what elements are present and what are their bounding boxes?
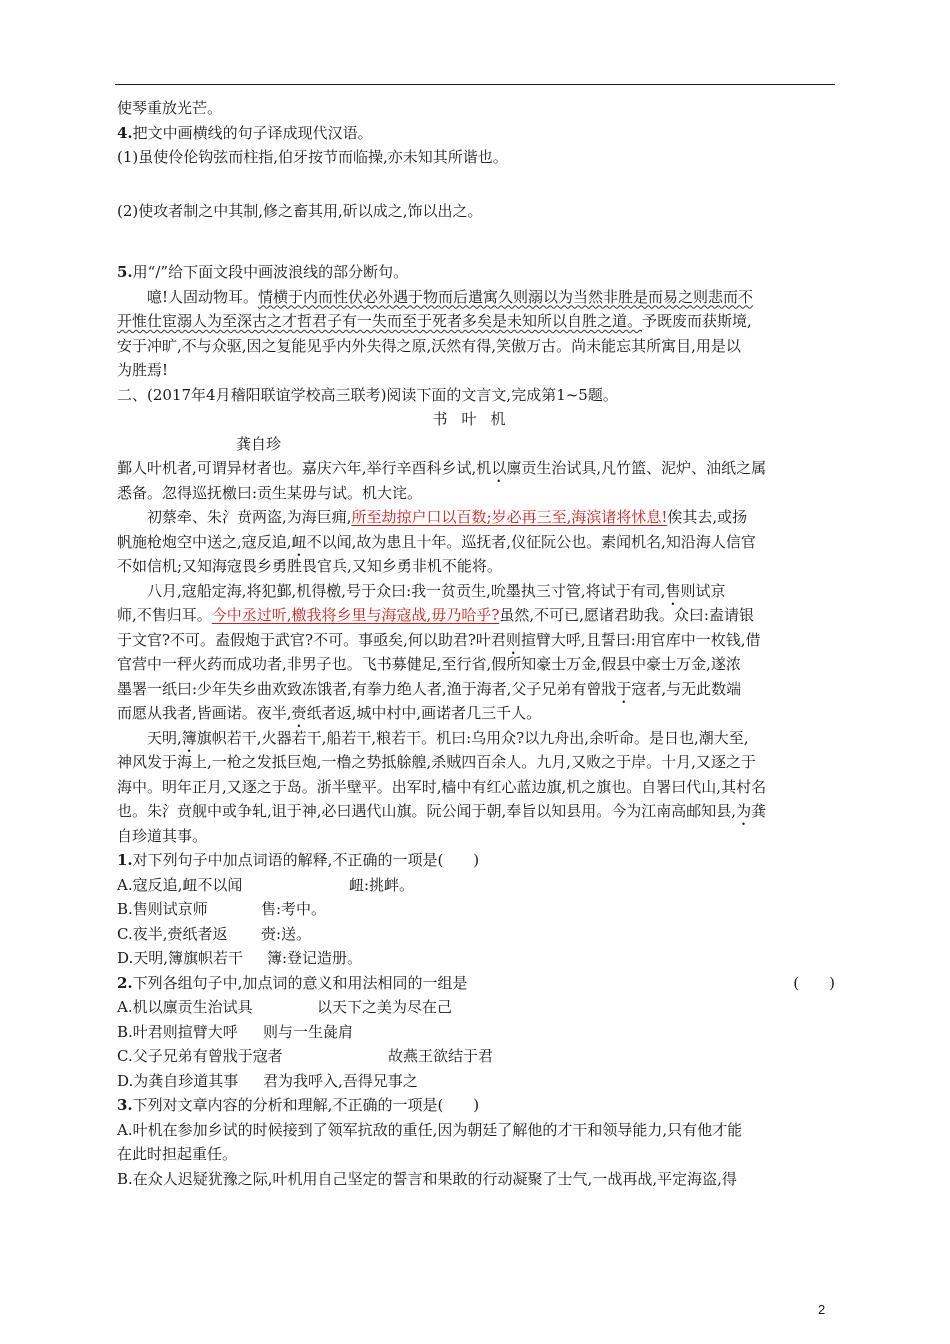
passage-line: 为胜焉! bbox=[117, 361, 169, 379]
dotted-word: 以 bbox=[491, 459, 507, 477]
dotted-word: 为 bbox=[736, 802, 752, 820]
answer-bracket: ( ) bbox=[793, 973, 835, 992]
option-compare: 以天下之美为尽在己 bbox=[317, 998, 453, 1016]
red-underlined-sentence: 今中丞过听,檄我将乡里与海寇战,毋乃哈乎? bbox=[211, 606, 500, 624]
dotted-word: 衄 bbox=[291, 532, 307, 551]
passage-line bbox=[117, 309, 835, 334]
dotted-word: 售 bbox=[665, 581, 681, 600]
question-3 bbox=[117, 1093, 835, 1118]
dotted-word: 簿 bbox=[181, 728, 197, 747]
option-a bbox=[117, 873, 835, 898]
option-explanation: 赍:送。 bbox=[261, 924, 312, 943]
line-continuation: 使琴重放光芒。 bbox=[117, 99, 223, 117]
wavy-underlined-text: 开惟仕宦溺人为至深古之才哲君子有一失而至于死者多矣是未知所以自胜之道。 bbox=[117, 312, 643, 330]
question-5 bbox=[117, 260, 835, 285]
question-text: 对下列句子中加点词语的解释,不正确的一项是( ) bbox=[132, 851, 480, 869]
article-line: 不如信机;又知海寇畏乡勇胜畏官兵,又知乡勇非机不能将。 bbox=[117, 557, 502, 575]
article-line: 自珍道其事。 bbox=[117, 826, 208, 845]
plain-text: 予既废而获斯境, bbox=[642, 312, 752, 330]
option-compare: 故燕王欲结于君 bbox=[388, 1047, 494, 1065]
question-text: 下列各组句子中,加点词的意义和用法相同的一组是 bbox=[132, 973, 468, 992]
question-number: 5. bbox=[117, 263, 133, 281]
option-sentence: A.寇反追,衄不以闻 bbox=[117, 875, 243, 894]
option-a bbox=[117, 995, 835, 1020]
plain-text: 不以闻,故为患且十年。巡抚者,仪征阮公也。素闻机名,知沿海人信官 bbox=[306, 532, 756, 551]
option-d bbox=[117, 1069, 835, 1094]
article-line: 海中。明年正月,又逐之于岛。浙半壁平。出军时,樯中有红心蓝边旗,机之旗也。自署曰代山,其村名 bbox=[117, 777, 767, 796]
option-explanation: 售:考中。 bbox=[261, 900, 327, 918]
option-a-cont: 在此时担起重任。 bbox=[117, 1145, 238, 1163]
option-compare: 则与一生彘肩 bbox=[263, 1022, 354, 1041]
plain-text: 旗帜若干,火器若干,船若干,粮若干。机曰:乌用众?以九舟出,余听命。是日也,潮大至, bbox=[196, 728, 749, 747]
option-c bbox=[117, 1044, 835, 1069]
article-author: 龚自珍 bbox=[236, 434, 282, 453]
plain-text: 噫!人固动物耳。 bbox=[147, 287, 259, 306]
plain-text: 墨署一纸曰:少年失乡曲欢致冻饿者,有拳力绝人者,渔于海者,父子兄弟有曾戕 bbox=[117, 679, 617, 698]
plain-text: 揎臂大呼,且誓曰:用官库中一枚钱,借 bbox=[520, 630, 761, 649]
plain-text: 寇者,与无此数端 bbox=[631, 679, 742, 698]
plain-text: 龚 bbox=[751, 802, 767, 820]
article-line bbox=[117, 628, 835, 653]
article-line: 悉备。忽得巡抚檄曰:贡生某毋与试。机大诧。 bbox=[117, 483, 423, 502]
passage-line bbox=[117, 285, 835, 310]
passage-line: 安于冲旷,不与众驱,因之复能见乎内外失得之原,沃然有得,笑傲万古。尚未能忘其所寓目,用是以 bbox=[117, 336, 741, 355]
option-sentence: A.机以廪贡生治试具 bbox=[117, 998, 253, 1016]
option-c bbox=[117, 922, 835, 947]
option-sentence: B.售则试京师 bbox=[117, 900, 208, 918]
option-sentence: C.父子兄弟有曾戕于寇者 bbox=[117, 1047, 283, 1065]
option-a: A.叶机在参加乡试的时候接到了领军抗敌的重任,因为朝廷了解他的才干和领导能力,只有他才能 bbox=[117, 1120, 743, 1139]
article-line bbox=[117, 603, 835, 628]
plain-text: 俟其去,或扬 bbox=[667, 508, 748, 526]
question-text: 把文中画横线的句子译成现代汉语。 bbox=[132, 123, 373, 142]
question-text: 用“/”给下面文段中画波浪线的部分断句。 bbox=[132, 263, 409, 281]
question-number: 2. bbox=[117, 973, 133, 992]
option-sentence: D.为龚自珍道其事 bbox=[117, 1071, 239, 1090]
option-b bbox=[117, 1020, 835, 1045]
article-line bbox=[117, 579, 835, 604]
article-line bbox=[117, 505, 835, 530]
plain-text: 初蔡牵、朱氵贲两盗,为海巨痈, bbox=[147, 508, 352, 526]
section-2-heading: 二、(2017年4月稽阳联谊学校高三联考)阅读下面的文言文,完成第1~5题。 bbox=[117, 385, 618, 404]
plain-text: 八月,寇船定海,将犯鄞,机得檄,号于众曰:我一贫贡生,吮墨执三寸管,将试于有司, bbox=[147, 581, 666, 600]
wavy-underlined-text: 情横于内而性伏必外遇于物而后遣寓久则溺以为当然非胜是而易之则悲而不 bbox=[258, 287, 754, 306]
plain-text: 于文官?不可。盍假炮于武官?不可。事亟矣,何以助君?叶君 bbox=[117, 630, 506, 649]
question-4-item-1: (1)虽使伶伦钩弦而柱指,伯牙按节而临操,亦未知其所谐也。 bbox=[117, 148, 508, 166]
option-sentence: B.叶君则揎臂大呼 bbox=[117, 1022, 238, 1041]
option-sentence: C.夜半,赍纸者返 bbox=[117, 924, 228, 943]
question-4-item-2: (2)使攻者制之中其制,修之畜其用,斫以成之,饰以出之。 bbox=[117, 201, 483, 220]
option-compare: 君为我呼入,吾得兄事之 bbox=[263, 1071, 418, 1090]
article-line: 官营中一秤火药而成功者,非男子也。飞书募健足,至行省,假所知豪士万金,假县中豪士万金,遂浓 bbox=[117, 655, 741, 673]
dotted-word: 赍 bbox=[291, 704, 307, 722]
plain-text: 师,不售归耳。 bbox=[117, 606, 212, 624]
plain-text: 鄞人叶机者,可谓异材者也。嘉庆六年,举行辛酉科乡试,机 bbox=[117, 459, 492, 477]
article-line bbox=[117, 677, 835, 702]
plain-text: 也。朱氵贲舰中或争轧,诅于神,必曰遇代山旗。阮公闻于朝,奉旨以知县用。今为江南高邮知县, bbox=[117, 802, 737, 820]
article-title: 书叶机 bbox=[432, 410, 520, 428]
question-1 bbox=[117, 848, 835, 873]
question-2 bbox=[117, 971, 835, 996]
article-line: 神风发于海上,一枪之发抵巨炮,一橹之势抵艅艎,杀贼四百余人。九月,又败之于岸。十月,又逐之于 bbox=[117, 753, 756, 771]
document-body bbox=[117, 96, 835, 1191]
article-line bbox=[117, 701, 835, 726]
question-number: 3. bbox=[117, 1096, 133, 1114]
plain-text: 虽然,不可已,愿诸君助我。众曰:盍请银 bbox=[499, 606, 754, 624]
plain-text: 而愿从我者,皆画诺。夜半, bbox=[117, 704, 292, 722]
article-line bbox=[117, 799, 835, 824]
plain-text: 廪贡生治试具,凡竹篮、泥炉、油纸之属 bbox=[506, 459, 767, 477]
option-sentence: D.天明,簿旗帜若干 bbox=[117, 949, 244, 967]
option-d bbox=[117, 946, 835, 971]
article-line bbox=[117, 726, 835, 751]
option-explanation: 簿:登记造册。 bbox=[267, 949, 363, 967]
plain-text: 帆施枪炮空中送之,寇反追, bbox=[117, 532, 292, 551]
page-number: 2 bbox=[818, 1302, 826, 1317]
dotted-word: 于 bbox=[616, 679, 632, 698]
question-4 bbox=[117, 121, 835, 146]
red-underlined-sentence: 所至劫掠户口以百数;岁必再三至,海滨诸将怵息! bbox=[351, 508, 668, 526]
article-line bbox=[117, 530, 835, 555]
option-b bbox=[117, 897, 835, 922]
article-line bbox=[117, 456, 835, 481]
option-explanation: 衄:挑衅。 bbox=[349, 875, 415, 894]
header-rule bbox=[115, 84, 835, 85]
question-number: 1. bbox=[117, 851, 133, 869]
question-text: 下列对文章内容的分析和理解,不正确的一项是( ) bbox=[132, 1096, 480, 1114]
plain-text: 天明, bbox=[147, 728, 182, 747]
question-number: 4. bbox=[117, 123, 133, 142]
plain-text: 纸者返,城中村中,画诺者几三千人。 bbox=[306, 704, 542, 722]
plain-text: 则试京 bbox=[680, 581, 726, 600]
option-b: B.在众人迟疑犹豫之际,叶机用自己坚定的誓言和果敢的行动凝聚了士气,一战再战,平定海盗,得 bbox=[117, 1169, 737, 1188]
dotted-word: 则 bbox=[505, 630, 521, 649]
